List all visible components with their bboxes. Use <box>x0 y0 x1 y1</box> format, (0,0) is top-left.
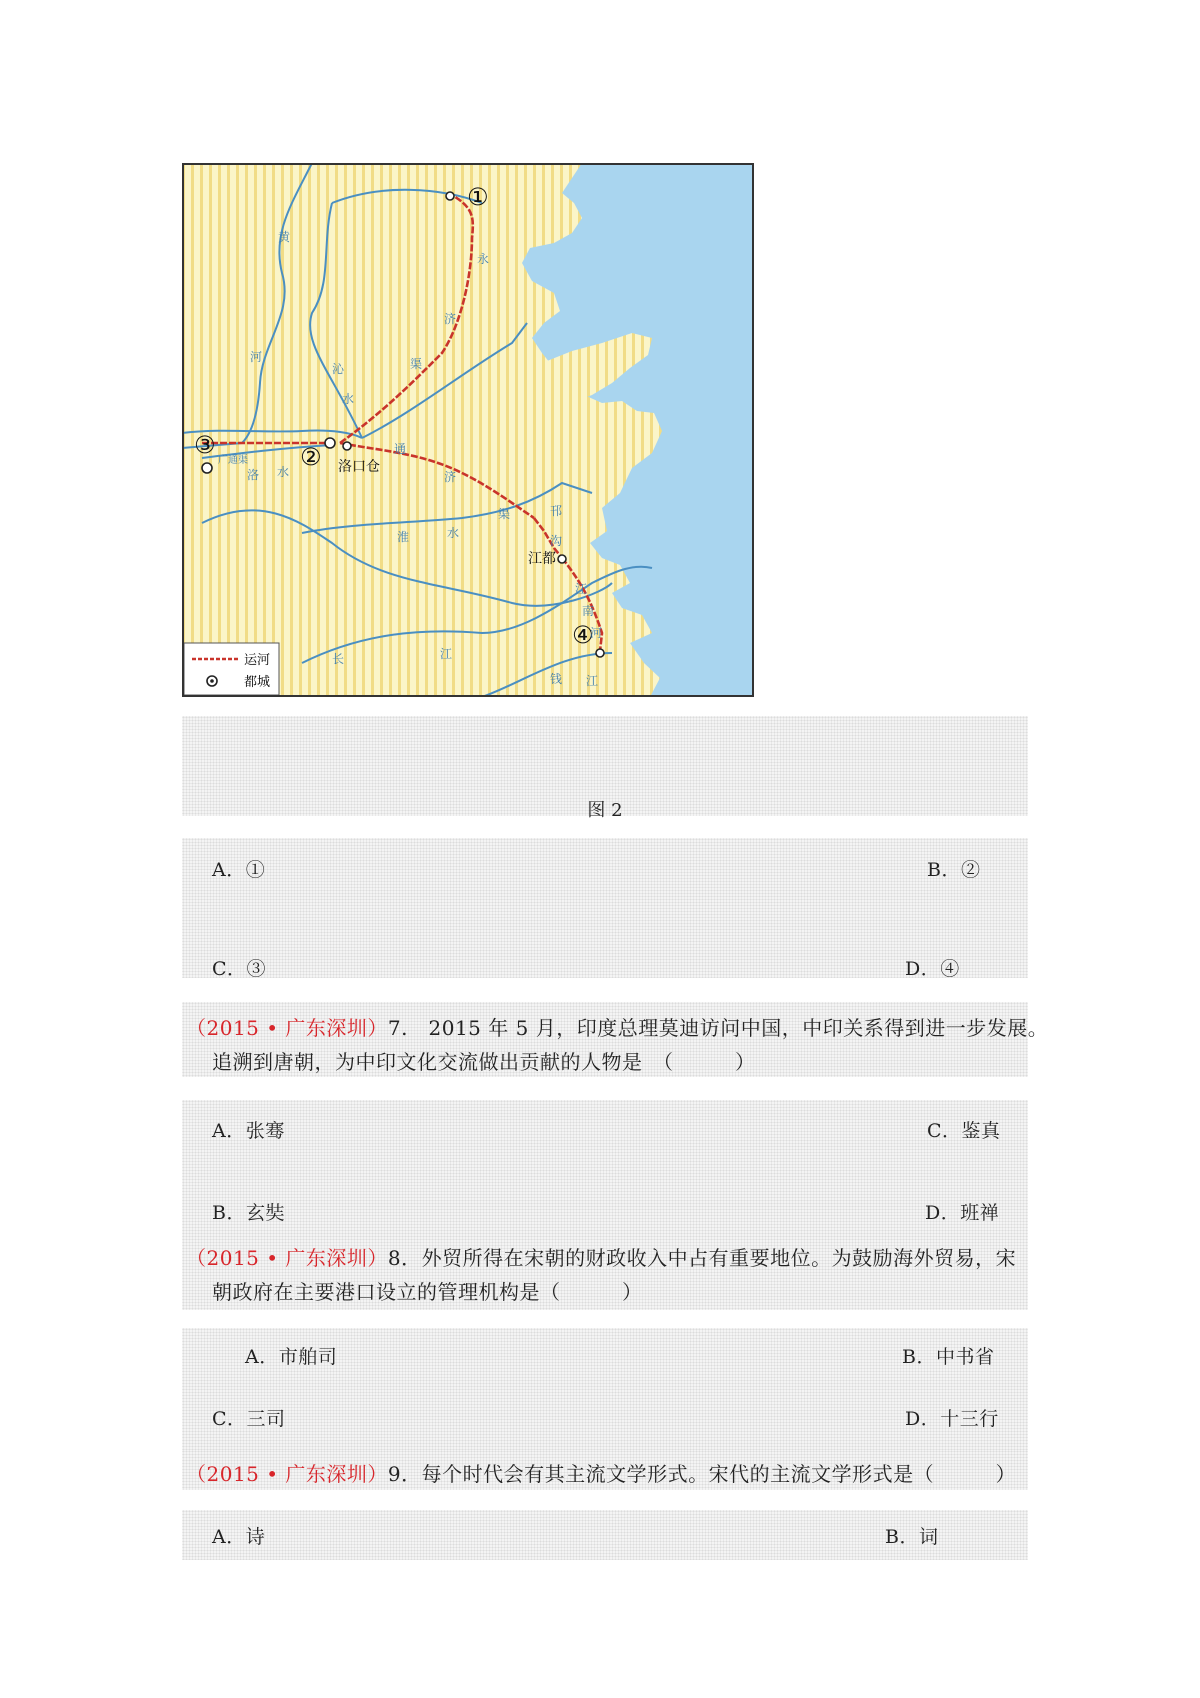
label-tong: 通 <box>394 442 407 456</box>
q7-stem <box>182 1002 1049 1077</box>
q8-option-d: D．十三行 <box>905 1408 999 1430</box>
q6-option-b: B．② <box>927 859 981 881</box>
label-jiangnan-3: 河 <box>590 626 603 640</box>
q6-options <box>182 838 1028 978</box>
q7-line2: 追溯到唐朝，为中印文化交流做出贡献的人物是 （ ） <box>212 1050 756 1074</box>
caption-band <box>182 716 1028 821</box>
label-qiantang-2: 江 <box>586 674 599 688</box>
q9-option-b: B．词 <box>885 1526 939 1548</box>
label-jiangnan-2: 南 <box>582 604 595 618</box>
q6-option-a: A．① <box>212 859 266 881</box>
label-yong: 永 <box>477 252 490 266</box>
q7-source: （2015 • 广东深圳） <box>186 1016 388 1040</box>
marker-luokou-dot <box>343 442 351 450</box>
jiangdu-dot <box>558 555 566 563</box>
canal-map <box>182 163 754 697</box>
label-huai-shui: 水 <box>447 526 460 540</box>
label-jiangnan-1: 江 <box>575 582 588 596</box>
q8-source: （2015 • 广东深圳） <box>186 1246 388 1270</box>
legend-canal: 运河 <box>244 653 271 668</box>
q9-line1: 9．每个时代会有其主流文学形式。宋代的主流文学形式是（ ） <box>387 1462 1017 1486</box>
q7-line1: 7. 2015 年 5 月，印度总理莫迪访问中国，中印关系得到进一步发展。 <box>387 1016 1049 1040</box>
q8-stem <box>182 1232 1028 1310</box>
q7-options <box>182 1100 1028 1236</box>
label-qin-shui: 水 <box>342 392 355 406</box>
marker-1-dot <box>446 192 454 200</box>
legend-capital: 都城 <box>244 675 271 690</box>
label-han-gou: 沟 <box>550 534 563 548</box>
label-qin: 沁 <box>332 362 345 376</box>
label-luokoucang: 洛口仓 <box>338 459 380 475</box>
marker-1-label: ① <box>467 183 489 211</box>
q7-option-b: B．玄奘 <box>212 1202 285 1224</box>
q8-option-a: A．市舶司 <box>245 1346 338 1368</box>
figure-caption: 图 2 <box>587 800 623 821</box>
label-he: 河 <box>250 350 263 364</box>
q8-line2: 朝政府在主要港口设立的管理机构是（ ） <box>212 1280 643 1304</box>
marker-3-dot <box>202 463 212 473</box>
map-legend <box>184 643 279 695</box>
label-tong-qu: 渠 <box>498 507 511 521</box>
label-luo: 洛 <box>247 468 260 482</box>
q7-option-c: C．鉴真 <box>927 1120 1001 1142</box>
label-jiangdu: 江都 <box>528 551 556 567</box>
q9-option-a: A．诗 <box>212 1526 266 1548</box>
label-jiang: 江 <box>440 647 453 661</box>
q9-options <box>182 1510 1028 1560</box>
q8-option-c: C．三司 <box>212 1408 286 1430</box>
label-luo-shui: 水 <box>277 465 290 479</box>
q9-stem <box>182 1450 1028 1490</box>
marker-2-dot <box>325 438 335 448</box>
label-tong-ji: 济 <box>444 470 457 484</box>
label-qiantang-1: 钱 <box>550 672 563 686</box>
label-chang: 长 <box>332 652 345 666</box>
label-yong-qu: 渠 <box>410 357 423 371</box>
label-huai: 淮 <box>397 530 410 544</box>
q8-option-b: B．中书省 <box>902 1346 995 1368</box>
marker-3-label: ③ <box>194 431 216 459</box>
label-guangtong: 广通渠 <box>218 455 248 466</box>
q6-option-d: D．④ <box>905 958 960 980</box>
q7-option-d: D．班禅 <box>925 1202 1000 1224</box>
q6-option-c: C．③ <box>212 958 267 980</box>
label-yong-ji: 济 <box>444 312 457 326</box>
marker-2-label: ② <box>300 443 322 471</box>
q8-line1: 8．外贸所得在宋朝的财政收入中占有重要地位。为鼓励海外贸易，宋 <box>387 1246 1017 1270</box>
label-han: 邗 <box>550 504 563 518</box>
marker-4-dot <box>596 649 604 657</box>
label-huang: 黄 <box>278 230 291 244</box>
marker-4-label: ④ <box>572 621 594 649</box>
q7-option-a: A．张骞 <box>212 1120 285 1142</box>
q9-source: （2015 • 广东深圳） <box>186 1462 388 1486</box>
